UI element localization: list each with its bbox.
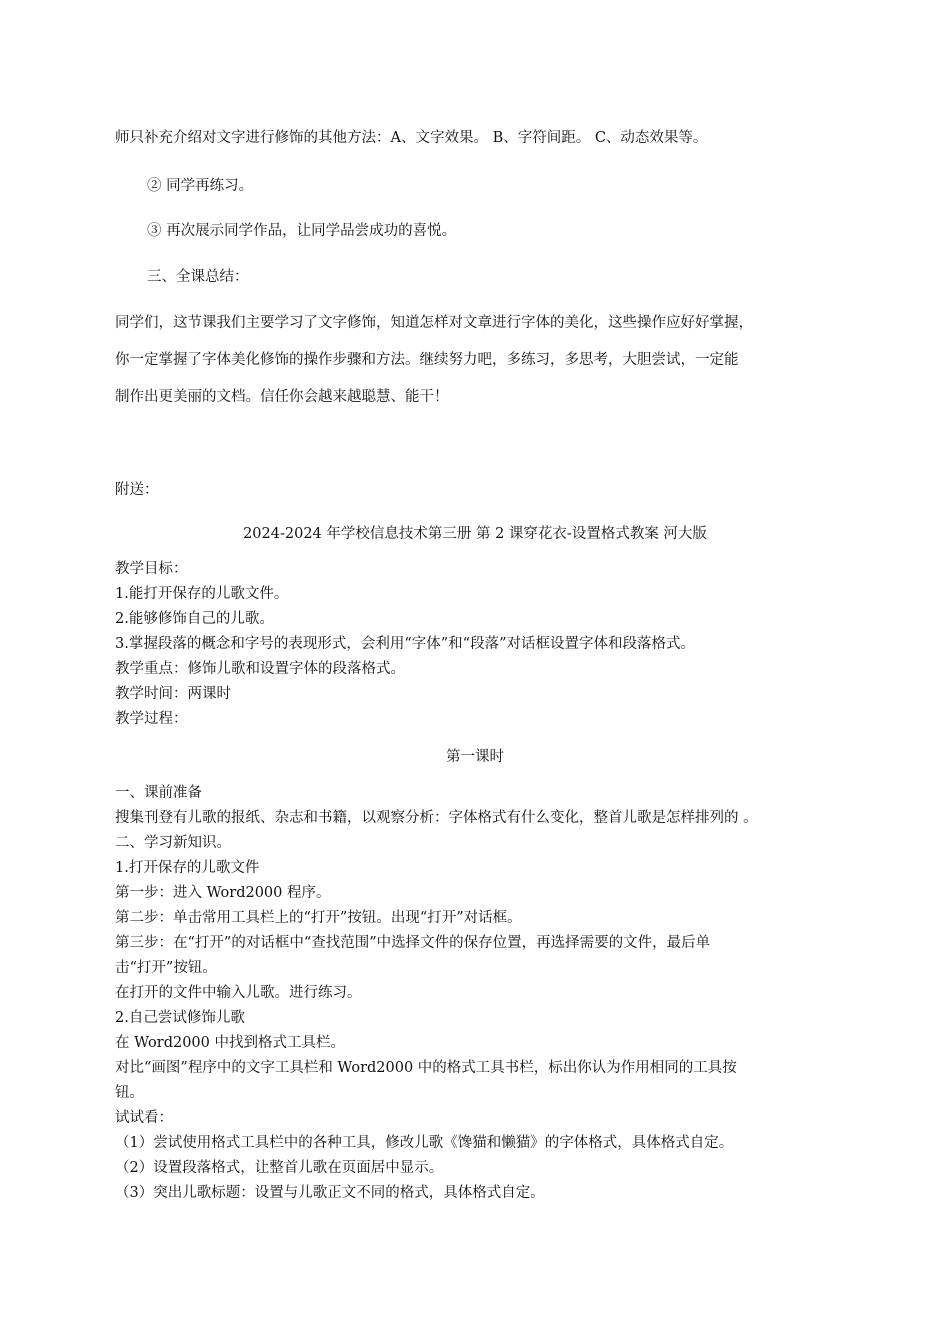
paragraph-continuation: 师只补充介绍对文字进行修饰的其他方法：A、文字效果。 B、字符间距。 C、动态效果等。 [115, 130, 708, 146]
teaching-focus: 教学重点：修饰儿歌和设置字体的段落格式。 [115, 661, 405, 677]
body-text: 在 Word2000 中找到格式工具栏。 [115, 1035, 345, 1051]
body-text-continued: 钮。 [115, 1085, 144, 1101]
summary-paragraph-line: 制作出更美丽的文档。信任你会越来越聪慧、能干！ [115, 389, 449, 405]
prep-text: 搜集刊登有儿歌的报纸、杂志和书籍，以观察分析：字体格式有什么变化，整首儿歌是怎样排列的 。 [115, 810, 758, 826]
section-heading-summary: 三、全课总结： [147, 269, 249, 285]
list-item: ② 同学再练习。 [147, 178, 254, 194]
appendix-label: 附送： [115, 482, 159, 498]
task-item: （3）突出儿歌标题：设置与儿歌正文不同的格式，具体格式自定。 [115, 1185, 545, 1201]
goal-item: 3.掌握段落的概念和字号的表现形式，会利用“字体”和“段落”对话框设置字体和段落格式。 [115, 636, 695, 652]
goals-heading: 教学目标： [115, 561, 188, 577]
list-item: ③ 再次展示同学作品，让同学品尝成功的喜悦。 [147, 223, 457, 239]
section-heading-prep: 一、课前准备 [115, 785, 202, 801]
task-item: （1）尝试使用格式工具栏中的各种工具，修改儿歌《馋猫和懒猫》的字体格式，具体格式自定。 [115, 1135, 734, 1151]
step-item: 第二步：单击常用工具栏上的“打开”按钮。出现“打开”对话框。 [115, 910, 522, 926]
goal-item: 2.能够修饰自己的儿歌。 [115, 611, 274, 627]
teaching-process: 教学过程： [115, 711, 188, 727]
practice-text: 在打开的文件中输入儿歌。进行练习。 [115, 985, 362, 1001]
period-heading: 第一课时 [446, 749, 504, 765]
step-item: 第一步：进入 Word2000 程序。 [115, 885, 331, 901]
body-text: 对比“画图”程序中的文字工具栏和 Word2000 中的格式工具书栏，标出你认为作用相同的工具按 [115, 1060, 737, 1076]
summary-paragraph-line: 你一定掌握了字体美化修饰的操作步骤和方法。继续努力吧，多练习，多思考，大胆尝试，一定能 [115, 352, 739, 368]
subheading-try: 2.自己尝试修饰儿歌 [115, 1010, 245, 1026]
summary-paragraph-line: 同学们，这节课我们主要学习了文字修饰，知道怎样对文章进行字体的美化，这些操作应好好掌握， [115, 315, 753, 331]
lesson-title: 2024-2024 年学校信息技术第三册 第 2 课穿花衣-设置格式教案 河大版 [243, 526, 707, 542]
subheading-open-file: 1.打开保存的儿歌文件 [115, 860, 260, 876]
goal-item: 1.能打开保存的儿歌文件。 [115, 586, 289, 602]
step-item-continued: 击“打开”按钮。 [115, 960, 217, 976]
try-label: 试试看： [115, 1110, 173, 1126]
teaching-time: 教学时间：两课时 [115, 686, 231, 702]
task-item: （2）设置段落格式，让整首儿歌在页面居中显示。 [115, 1160, 444, 1176]
section-heading-new: 二、学习新知识。 [115, 835, 231, 851]
step-item: 第三步：在“打开”的对话框中“查找范围”中选择文件的保存位置，再选择需要的文件，最后单 [115, 935, 711, 951]
